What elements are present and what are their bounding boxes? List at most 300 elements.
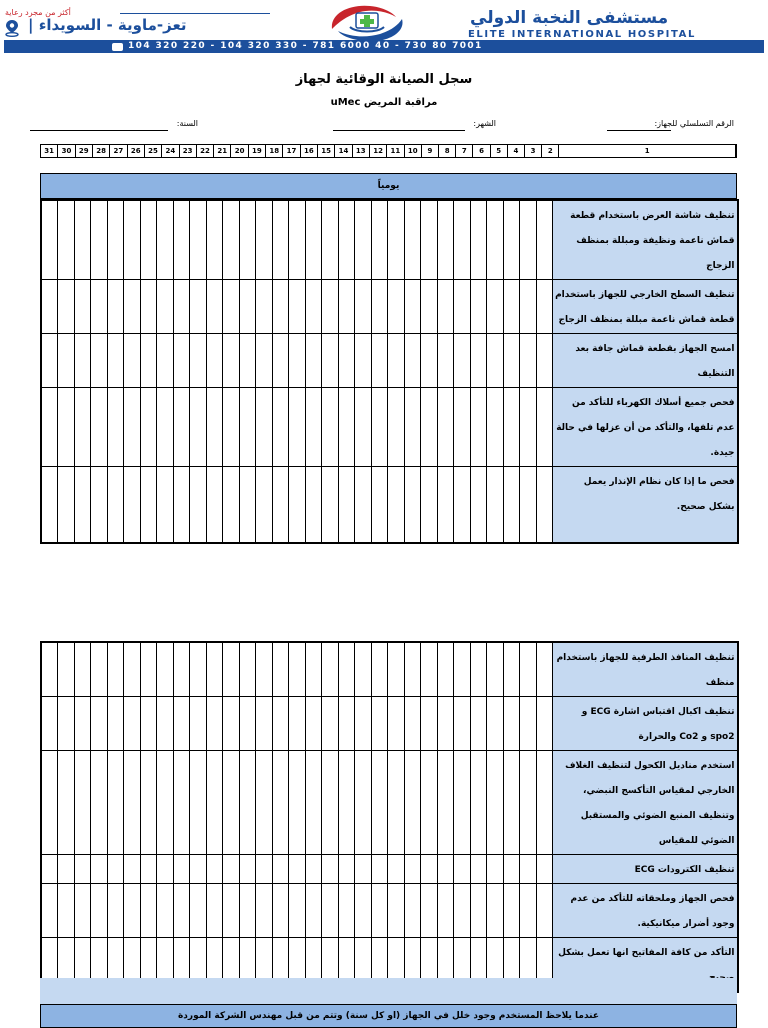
check-cell[interactable]	[272, 388, 289, 467]
check-cell[interactable]	[388, 334, 405, 388]
check-cell[interactable]	[421, 642, 438, 697]
check-cell[interactable]	[140, 200, 157, 280]
check-cell[interactable]	[140, 388, 157, 467]
check-cell[interactable]	[454, 200, 471, 280]
check-cell[interactable]	[107, 884, 124, 938]
check-cell[interactable]	[74, 467, 91, 543]
check-cell[interactable]	[74, 334, 91, 388]
check-cell[interactable]	[124, 280, 141, 334]
check-cell[interactable]	[470, 200, 487, 280]
check-cell[interactable]	[338, 751, 355, 855]
check-cell[interactable]	[206, 334, 223, 388]
check-cell[interactable]	[239, 697, 256, 751]
check-cell[interactable]	[91, 200, 108, 280]
check-cell[interactable]	[173, 697, 190, 751]
check-cell[interactable]	[140, 697, 157, 751]
check-cell[interactable]	[256, 697, 273, 751]
year-field[interactable]	[30, 130, 168, 131]
check-cell[interactable]	[487, 855, 504, 884]
check-cell[interactable]	[107, 642, 124, 697]
check-cell[interactable]	[58, 642, 75, 697]
check-cell[interactable]	[206, 280, 223, 334]
check-cell[interactable]	[437, 200, 454, 280]
check-cell[interactable]	[157, 697, 174, 751]
check-cell[interactable]	[173, 884, 190, 938]
check-cell[interactable]	[107, 388, 124, 467]
check-cell[interactable]	[371, 280, 388, 334]
check-cell[interactable]	[520, 855, 537, 884]
check-cell[interactable]	[173, 642, 190, 697]
check-cell[interactable]	[272, 642, 289, 697]
check-cell[interactable]	[107, 751, 124, 855]
check-cell[interactable]	[520, 642, 537, 697]
check-cell[interactable]	[58, 697, 75, 751]
check-cell[interactable]	[487, 697, 504, 751]
check-cell[interactable]	[173, 280, 190, 334]
check-cell[interactable]	[371, 642, 388, 697]
check-cell[interactable]	[190, 334, 207, 388]
check-cell[interactable]	[206, 200, 223, 280]
check-cell[interactable]	[206, 884, 223, 938]
check-cell[interactable]	[421, 855, 438, 884]
check-cell[interactable]	[91, 388, 108, 467]
check-cell[interactable]	[289, 280, 306, 334]
check-cell[interactable]	[421, 697, 438, 751]
check-cell[interactable]	[470, 388, 487, 467]
check-cell[interactable]	[322, 280, 339, 334]
check-cell[interactable]	[371, 200, 388, 280]
check-cell[interactable]	[355, 855, 372, 884]
check-cell[interactable]	[421, 467, 438, 543]
check-cell[interactable]	[272, 334, 289, 388]
check-cell[interactable]	[58, 280, 75, 334]
check-cell[interactable]	[470, 334, 487, 388]
check-cell[interactable]	[470, 855, 487, 884]
check-cell[interactable]	[91, 697, 108, 751]
check-cell[interactable]	[256, 855, 273, 884]
check-cell[interactable]	[272, 855, 289, 884]
check-cell[interactable]	[190, 280, 207, 334]
check-cell[interactable]	[289, 697, 306, 751]
check-cell[interactable]	[41, 642, 58, 697]
check-cell[interactable]	[355, 388, 372, 467]
check-cell[interactable]	[322, 697, 339, 751]
check-cell[interactable]	[421, 280, 438, 334]
check-cell[interactable]	[289, 200, 306, 280]
check-cell[interactable]	[305, 388, 322, 467]
check-cell[interactable]	[371, 467, 388, 543]
check-cell[interactable]	[289, 884, 306, 938]
check-cell[interactable]	[305, 200, 322, 280]
check-cell[interactable]	[520, 334, 537, 388]
check-cell[interactable]	[190, 388, 207, 467]
check-cell[interactable]	[206, 855, 223, 884]
check-cell[interactable]	[173, 388, 190, 467]
check-cell[interactable]	[157, 751, 174, 855]
check-cell[interactable]	[437, 697, 454, 751]
check-cell[interactable]	[355, 280, 372, 334]
check-cell[interactable]	[305, 280, 322, 334]
check-cell[interactable]	[289, 855, 306, 884]
check-cell[interactable]	[371, 388, 388, 467]
check-cell[interactable]	[487, 280, 504, 334]
month-field[interactable]	[333, 130, 465, 131]
check-cell[interactable]	[338, 697, 355, 751]
check-cell[interactable]	[421, 884, 438, 938]
check-cell[interactable]	[520, 884, 537, 938]
check-cell[interactable]	[470, 467, 487, 543]
check-cell[interactable]	[437, 334, 454, 388]
check-cell[interactable]	[41, 697, 58, 751]
check-cell[interactable]	[140, 884, 157, 938]
check-cell[interactable]	[157, 855, 174, 884]
check-cell[interactable]	[58, 388, 75, 467]
check-cell[interactable]	[256, 280, 273, 334]
check-cell[interactable]	[124, 200, 141, 280]
check-cell[interactable]	[256, 200, 273, 280]
check-cell[interactable]	[223, 855, 240, 884]
check-cell[interactable]	[206, 388, 223, 467]
check-cell[interactable]	[74, 642, 91, 697]
check-cell[interactable]	[305, 697, 322, 751]
check-cell[interactable]	[91, 280, 108, 334]
check-cell[interactable]	[157, 884, 174, 938]
check-cell[interactable]	[404, 751, 421, 855]
check-cell[interactable]	[223, 884, 240, 938]
check-cell[interactable]	[322, 884, 339, 938]
check-cell[interactable]	[388, 467, 405, 543]
check-cell[interactable]	[371, 697, 388, 751]
check-cell[interactable]	[157, 200, 174, 280]
check-cell[interactable]	[536, 334, 553, 388]
check-cell[interactable]	[437, 855, 454, 884]
check-cell[interactable]	[355, 884, 372, 938]
check-cell[interactable]	[454, 388, 471, 467]
check-cell[interactable]	[41, 467, 58, 543]
check-cell[interactable]	[74, 388, 91, 467]
check-cell[interactable]	[404, 467, 421, 543]
check-cell[interactable]	[206, 642, 223, 697]
check-cell[interactable]	[520, 200, 537, 280]
check-cell[interactable]	[536, 642, 553, 697]
check-cell[interactable]	[305, 334, 322, 388]
check-cell[interactable]	[305, 855, 322, 884]
check-cell[interactable]	[173, 200, 190, 280]
check-cell[interactable]	[355, 200, 372, 280]
check-cell[interactable]	[536, 280, 553, 334]
check-cell[interactable]	[338, 280, 355, 334]
check-cell[interactable]	[322, 642, 339, 697]
check-cell[interactable]	[239, 642, 256, 697]
check-cell[interactable]	[190, 467, 207, 543]
check-cell[interactable]	[124, 884, 141, 938]
check-cell[interactable]	[470, 280, 487, 334]
check-cell[interactable]	[239, 751, 256, 855]
check-cell[interactable]	[404, 200, 421, 280]
check-cell[interactable]	[322, 388, 339, 467]
check-cell[interactable]	[206, 751, 223, 855]
check-cell[interactable]	[289, 642, 306, 697]
check-cell[interactable]	[520, 751, 537, 855]
check-cell[interactable]	[421, 200, 438, 280]
check-cell[interactable]	[388, 388, 405, 467]
check-cell[interactable]	[470, 751, 487, 855]
check-cell[interactable]	[536, 855, 553, 884]
check-cell[interactable]	[388, 642, 405, 697]
check-cell[interactable]	[503, 751, 520, 855]
check-cell[interactable]	[421, 388, 438, 467]
check-cell[interactable]	[223, 751, 240, 855]
check-cell[interactable]	[404, 697, 421, 751]
check-cell[interactable]	[437, 280, 454, 334]
check-cell[interactable]	[371, 884, 388, 938]
check-cell[interactable]	[272, 751, 289, 855]
check-cell[interactable]	[140, 334, 157, 388]
check-cell[interactable]	[355, 467, 372, 543]
check-cell[interactable]	[173, 334, 190, 388]
check-cell[interactable]	[91, 467, 108, 543]
check-cell[interactable]	[487, 751, 504, 855]
check-cell[interactable]	[124, 388, 141, 467]
check-cell[interactable]	[454, 884, 471, 938]
check-cell[interactable]	[206, 697, 223, 751]
check-cell[interactable]	[404, 334, 421, 388]
check-cell[interactable]	[503, 200, 520, 280]
check-cell[interactable]	[503, 855, 520, 884]
check-cell[interactable]	[404, 280, 421, 334]
check-cell[interactable]	[289, 467, 306, 543]
check-cell[interactable]	[157, 388, 174, 467]
check-cell[interactable]	[239, 467, 256, 543]
check-cell[interactable]	[91, 334, 108, 388]
check-cell[interactable]	[371, 334, 388, 388]
check-cell[interactable]	[58, 200, 75, 280]
check-cell[interactable]	[107, 280, 124, 334]
check-cell[interactable]	[421, 751, 438, 855]
check-cell[interactable]	[41, 200, 58, 280]
check-cell[interactable]	[256, 642, 273, 697]
check-cell[interactable]	[239, 334, 256, 388]
check-cell[interactable]	[404, 642, 421, 697]
check-cell[interactable]	[454, 467, 471, 543]
check-cell[interactable]	[503, 884, 520, 938]
check-cell[interactable]	[124, 334, 141, 388]
check-cell[interactable]	[470, 697, 487, 751]
check-cell[interactable]	[371, 751, 388, 855]
check-cell[interactable]	[190, 751, 207, 855]
check-cell[interactable]	[454, 642, 471, 697]
check-cell[interactable]	[190, 200, 207, 280]
check-cell[interactable]	[305, 884, 322, 938]
check-cell[interactable]	[520, 467, 537, 543]
check-cell[interactable]	[404, 388, 421, 467]
check-cell[interactable]	[272, 467, 289, 543]
check-cell[interactable]	[322, 334, 339, 388]
check-cell[interactable]	[272, 697, 289, 751]
check-cell[interactable]	[454, 855, 471, 884]
check-cell[interactable]	[157, 467, 174, 543]
check-cell[interactable]	[487, 642, 504, 697]
check-cell[interactable]	[107, 200, 124, 280]
check-cell[interactable]	[190, 697, 207, 751]
check-cell[interactable]	[74, 697, 91, 751]
check-cell[interactable]	[157, 642, 174, 697]
check-cell[interactable]	[223, 280, 240, 334]
check-cell[interactable]	[124, 467, 141, 543]
check-cell[interactable]	[470, 884, 487, 938]
check-cell[interactable]	[421, 334, 438, 388]
check-cell[interactable]	[140, 642, 157, 697]
check-cell[interactable]	[256, 388, 273, 467]
check-cell[interactable]	[536, 388, 553, 467]
check-cell[interactable]	[124, 642, 141, 697]
check-cell[interactable]	[322, 467, 339, 543]
check-cell[interactable]	[91, 855, 108, 884]
check-cell[interactable]	[388, 751, 405, 855]
check-cell[interactable]	[487, 334, 504, 388]
check-cell[interactable]	[124, 855, 141, 884]
check-cell[interactable]	[223, 334, 240, 388]
check-cell[interactable]	[206, 467, 223, 543]
check-cell[interactable]	[173, 467, 190, 543]
check-cell[interactable]	[140, 280, 157, 334]
check-cell[interactable]	[437, 388, 454, 467]
check-cell[interactable]	[140, 855, 157, 884]
check-cell[interactable]	[173, 751, 190, 855]
check-cell[interactable]	[107, 697, 124, 751]
check-cell[interactable]	[107, 467, 124, 543]
check-cell[interactable]	[487, 467, 504, 543]
check-cell[interactable]	[503, 467, 520, 543]
check-cell[interactable]	[470, 642, 487, 697]
check-cell[interactable]	[338, 334, 355, 388]
check-cell[interactable]	[41, 334, 58, 388]
check-cell[interactable]	[239, 388, 256, 467]
serial-field[interactable]	[607, 130, 671, 131]
check-cell[interactable]	[520, 280, 537, 334]
check-cell[interactable]	[107, 855, 124, 884]
check-cell[interactable]	[503, 334, 520, 388]
check-cell[interactable]	[388, 855, 405, 884]
check-cell[interactable]	[503, 388, 520, 467]
check-cell[interactable]	[289, 334, 306, 388]
check-cell[interactable]	[289, 751, 306, 855]
check-cell[interactable]	[454, 334, 471, 388]
check-cell[interactable]	[223, 200, 240, 280]
check-cell[interactable]	[239, 200, 256, 280]
check-cell[interactable]	[503, 280, 520, 334]
check-cell[interactable]	[223, 467, 240, 543]
check-cell[interactable]	[503, 642, 520, 697]
check-cell[interactable]	[74, 884, 91, 938]
check-cell[interactable]	[338, 884, 355, 938]
check-cell[interactable]	[124, 697, 141, 751]
check-cell[interactable]	[239, 280, 256, 334]
check-cell[interactable]	[454, 280, 471, 334]
check-cell[interactable]	[388, 697, 405, 751]
check-cell[interactable]	[454, 751, 471, 855]
check-cell[interactable]	[223, 697, 240, 751]
check-cell[interactable]	[74, 855, 91, 884]
check-cell[interactable]	[322, 855, 339, 884]
check-cell[interactable]	[355, 642, 372, 697]
check-cell[interactable]	[536, 697, 553, 751]
check-cell[interactable]	[272, 884, 289, 938]
check-cell[interactable]	[272, 200, 289, 280]
check-cell[interactable]	[91, 642, 108, 697]
check-cell[interactable]	[338, 855, 355, 884]
check-cell[interactable]	[124, 751, 141, 855]
check-cell[interactable]	[74, 280, 91, 334]
check-cell[interactable]	[74, 200, 91, 280]
check-cell[interactable]	[190, 642, 207, 697]
check-cell[interactable]	[239, 855, 256, 884]
check-cell[interactable]	[437, 467, 454, 543]
check-cell[interactable]	[190, 855, 207, 884]
check-cell[interactable]	[223, 642, 240, 697]
check-cell[interactable]	[454, 697, 471, 751]
check-cell[interactable]	[41, 388, 58, 467]
check-cell[interactable]	[173, 855, 190, 884]
check-cell[interactable]	[536, 467, 553, 543]
check-cell[interactable]	[322, 200, 339, 280]
check-cell[interactable]	[272, 280, 289, 334]
check-cell[interactable]	[338, 467, 355, 543]
check-cell[interactable]	[536, 751, 553, 855]
check-cell[interactable]	[437, 884, 454, 938]
check-cell[interactable]	[239, 884, 256, 938]
check-cell[interactable]	[338, 200, 355, 280]
check-cell[interactable]	[41, 855, 58, 884]
check-cell[interactable]	[91, 751, 108, 855]
check-cell[interactable]	[58, 855, 75, 884]
check-cell[interactable]	[371, 855, 388, 884]
check-cell[interactable]	[388, 884, 405, 938]
check-cell[interactable]	[223, 388, 240, 467]
check-cell[interactable]	[58, 751, 75, 855]
check-cell[interactable]	[305, 467, 322, 543]
check-cell[interactable]	[256, 467, 273, 543]
check-cell[interactable]	[520, 697, 537, 751]
check-cell[interactable]	[355, 751, 372, 855]
check-cell[interactable]	[520, 388, 537, 467]
check-cell[interactable]	[338, 642, 355, 697]
check-cell[interactable]	[256, 751, 273, 855]
check-cell[interactable]	[41, 280, 58, 334]
check-cell[interactable]	[305, 751, 322, 855]
check-cell[interactable]	[355, 334, 372, 388]
check-cell[interactable]	[487, 884, 504, 938]
check-cell[interactable]	[487, 200, 504, 280]
check-cell[interactable]	[404, 855, 421, 884]
check-cell[interactable]	[58, 467, 75, 543]
check-cell[interactable]	[355, 697, 372, 751]
check-cell[interactable]	[140, 751, 157, 855]
check-cell[interactable]	[41, 751, 58, 855]
check-cell[interactable]	[157, 334, 174, 388]
check-cell[interactable]	[289, 388, 306, 467]
check-cell[interactable]	[338, 388, 355, 467]
check-cell[interactable]	[256, 884, 273, 938]
check-cell[interactable]	[404, 884, 421, 938]
check-cell[interactable]	[58, 334, 75, 388]
check-cell[interactable]	[388, 280, 405, 334]
check-cell[interactable]	[157, 280, 174, 334]
check-cell[interactable]	[190, 884, 207, 938]
check-cell[interactable]	[41, 884, 58, 938]
check-cell[interactable]	[536, 200, 553, 280]
check-cell[interactable]	[536, 884, 553, 938]
